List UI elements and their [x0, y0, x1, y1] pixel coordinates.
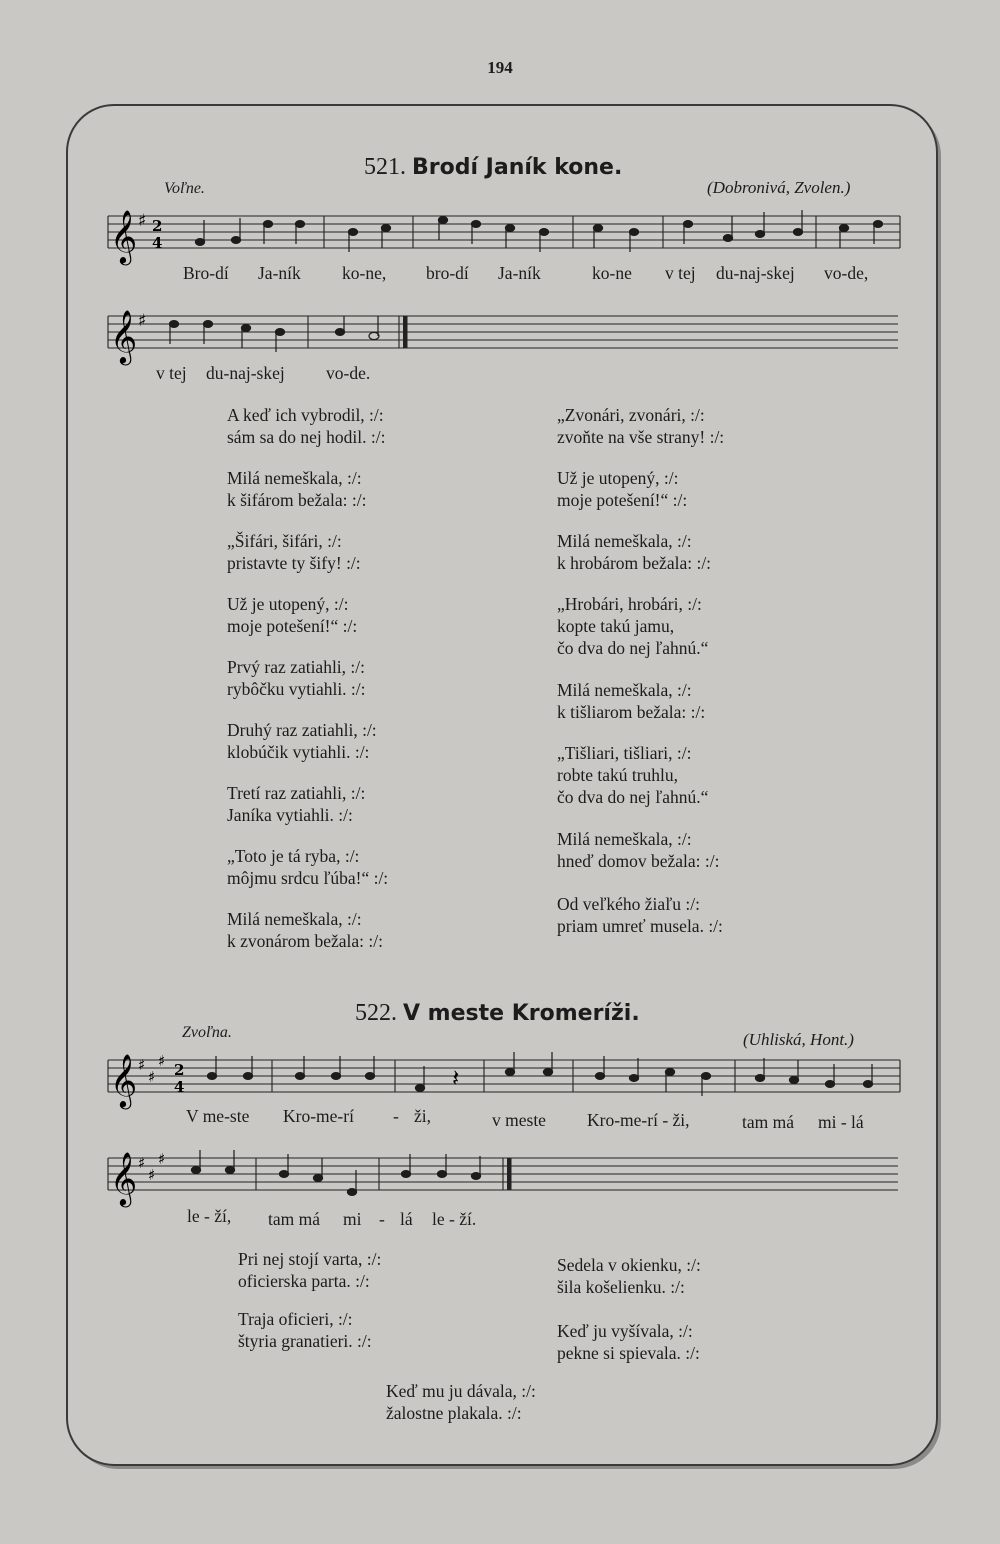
- stanza: Milá nemeškala, :/: k zvonárom bežala: :/:: [227, 909, 383, 951]
- lyric-syllable: v tej: [665, 263, 696, 283]
- lyric-syllable: v meste: [492, 1110, 546, 1130]
- lyric-syllable: mi: [343, 1209, 362, 1229]
- stanza: Druhý raz zatiahli, :/: klobúčik vytiahli. :/:: [227, 720, 377, 762]
- stanza: „Zvonári, zvonári, :/: zvoňte na vše strany! :/:: [557, 405, 725, 447]
- stanza: Od veľkého žiaľu :/: priam umreť musela. :/:: [557, 894, 723, 936]
- lyric-syllable: -: [393, 1106, 399, 1126]
- page-number: 194: [487, 58, 513, 77]
- song-title: [364, 154, 622, 181]
- stanza: Sedela v okienku, :/: šila košelienku. :/:: [557, 1255, 701, 1297]
- time-signature-top: 2: [152, 217, 163, 235]
- stanza: Už je utopený, :/: moje potešení!“ :/:: [227, 594, 358, 636]
- stanza: Už je utopený, :/: moje potešení!“ :/:: [557, 468, 688, 510]
- sharp-icon: ♯: [138, 1154, 146, 1172]
- lyric-syllable: V me-ste: [186, 1106, 250, 1126]
- lyric-syllable: -: [379, 1209, 385, 1229]
- lyric-syllable: v tej: [156, 363, 187, 383]
- time-signature-bottom: 4: [152, 234, 163, 252]
- stanza: „Toto je tá ryba, :/: môjmu srdcu ľúba!“ :/:: [227, 846, 389, 888]
- rest-icon: 𝄽: [452, 1064, 460, 1092]
- stanza: „Hrobári, hrobári, :/: kopte takú jamu, čo dva do nej ľahnú.“: [557, 594, 709, 658]
- lyric-syllable: vo-de,: [824, 263, 869, 283]
- stanza: „Šifári, šifári, :/: pristavte ty šify! :/:: [227, 531, 361, 573]
- stanza: Milá nemeškala, :/: hneď domov bežala: :/:: [557, 829, 720, 871]
- treble-clef-icon: 𝄞: [110, 1151, 138, 1205]
- song-origin: (Dobronivá, Zvolen.): [707, 178, 851, 197]
- sharp-icon: ♯: [138, 1056, 146, 1074]
- lyric-syllable: Ja-ník: [258, 263, 301, 283]
- sharp-icon: ♯: [148, 1068, 156, 1086]
- sharp-icon: ♯: [158, 1052, 166, 1070]
- stanza: Keď mu ju dávala, :/: žalostne plakala. :/:: [386, 1381, 536, 1423]
- sharp-icon: ♯: [158, 1150, 166, 1168]
- music-staff: [108, 306, 908, 366]
- stanza: Keď ju vyšívala, :/: pekne si spievala. :/:: [557, 1321, 700, 1363]
- stanza: Milá nemeškala, :/: k hrobárom bežala: :/:: [557, 531, 712, 573]
- stanza: Pri nej stojí varta, :/: oficierska parta. :/:: [238, 1249, 382, 1291]
- sharp-icon: ♯: [138, 311, 147, 331]
- lyric-syllable: ko-ne,: [342, 263, 387, 283]
- lyric-syllable: du-naj-skej: [206, 363, 285, 383]
- stanza: Milá nemeškala, :/: k šifárom bežala: :/:: [227, 468, 367, 510]
- lyric-syllable: du-naj-skej: [716, 263, 795, 283]
- lyric-syllable: vo-de.: [326, 363, 371, 383]
- lyric-syllable: le - ží,: [187, 1206, 232, 1226]
- stanza: Prvý raz zatiahli, :/: rybôčku vytiahli. :/:: [227, 657, 366, 699]
- treble-clef-icon: 𝄞: [110, 209, 138, 263]
- lyric-syllable: ži,: [414, 1106, 432, 1126]
- lyric-syllable: Ja-ník: [498, 263, 541, 283]
- music-staff: [108, 206, 908, 266]
- stanza: Tretí raz zatiahli, :/: Janíka vytiahli. :/:: [227, 783, 366, 825]
- tempo-marking: Voľne.: [164, 180, 205, 197]
- lyric-syllable: mi - lá: [818, 1112, 864, 1132]
- lyric-syllable: Bro-dí: [183, 263, 229, 283]
- treble-clef-icon: 𝄞: [110, 309, 138, 363]
- lyric-syllable: tam má: [742, 1112, 794, 1132]
- lyric-syllable: bro-dí: [426, 263, 469, 283]
- song-name: Brodí Janík kone.: [412, 155, 623, 180]
- song-number: 521.: [364, 154, 406, 180]
- treble-clef-icon: 𝄞: [110, 1053, 138, 1107]
- sharp-icon: ♯: [148, 1166, 156, 1184]
- song-number: 522.: [355, 1000, 397, 1026]
- lyric-syllable: Kro-me-rí: [283, 1106, 354, 1126]
- stanza: „Tišliari, tišliari, :/: robte takú truhlu, čo dva do nej ľahnú.“: [557, 743, 709, 807]
- lyric-syllable: lá: [400, 1209, 413, 1229]
- sharp-icon: ♯: [138, 211, 147, 231]
- time-signature-bottom: 4: [174, 1078, 185, 1096]
- song-origin: (Uhliská, Hont.): [743, 1030, 854, 1049]
- stanza: Traja oficieri, :/: štyria granatieri. :/:: [238, 1309, 372, 1351]
- music-staff: [108, 1050, 908, 1110]
- stanza: Milá nemeškala, :/: k tišliarom bežala: :/:: [557, 680, 706, 722]
- lyric-syllable: tam má: [268, 1209, 320, 1229]
- song-name: V meste Kromeríži.: [403, 1001, 640, 1026]
- tempo-marking: Zvoľna.: [182, 1024, 232, 1041]
- lyric-syllable: Kro-me-rí - ži,: [587, 1110, 690, 1130]
- song-title: [355, 1000, 640, 1027]
- lyric-syllable: ko-ne: [592, 263, 632, 283]
- stanza: A keď ich vybrodil, :/: sám sa do nej hodil. :/:: [227, 405, 386, 447]
- lyric-syllable: le - ží.: [432, 1209, 477, 1229]
- time-signature-top: 2: [174, 1061, 185, 1079]
- music-staff: [108, 1148, 908, 1208]
